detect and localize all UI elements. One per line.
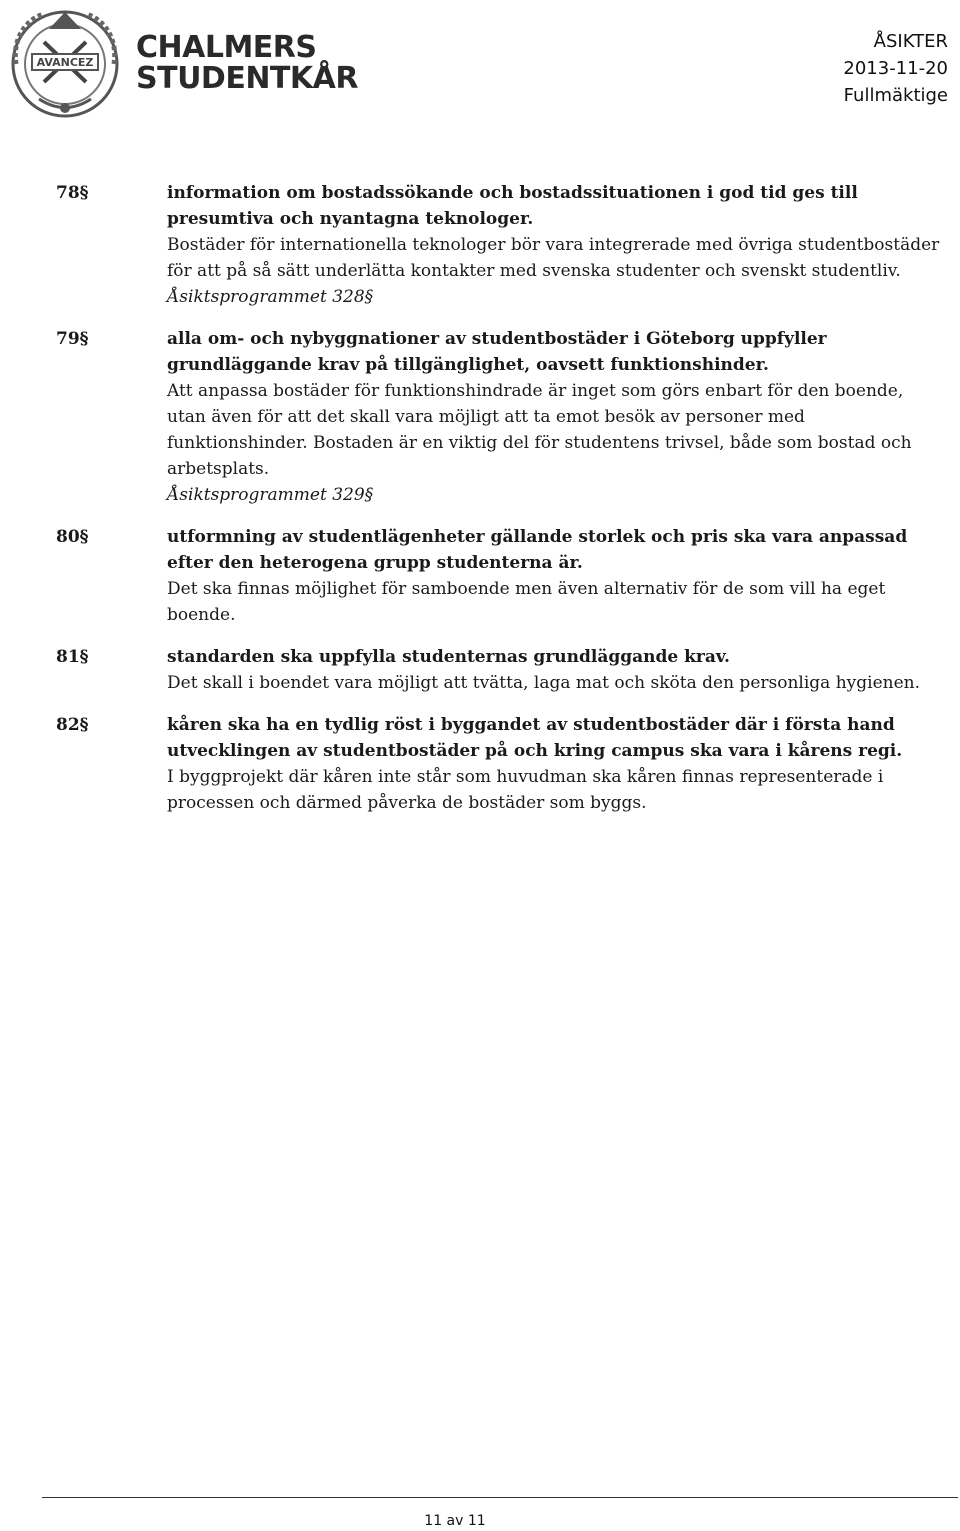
doc-type: ÅSIKTER bbox=[873, 31, 948, 52]
paragraph-number: 82§ bbox=[56, 715, 89, 735]
organization-name bbox=[136, 32, 358, 94]
org-line2: STUDENTKÅR bbox=[136, 61, 358, 96]
paragraph-text: Det ska finnas möjlighet för samboende men även alternativ för de som vill ha eget boende. bbox=[167, 579, 886, 625]
paragraph-item bbox=[0, 524, 960, 628]
page-number: 11 av 11 bbox=[424, 1513, 486, 1529]
paragraph-number: 81§ bbox=[56, 647, 89, 667]
doc-body: Fullmäktige bbox=[843, 85, 948, 106]
paragraph-statement: utformning av studentlägenheter gällande storlek och pris ska vara anpassad efter den heterogena grupp studenterna är. bbox=[167, 527, 908, 573]
paragraph-item bbox=[0, 180, 960, 310]
document-meta bbox=[843, 28, 948, 109]
page-footer bbox=[0, 1513, 960, 1529]
paragraph-statement: standarden ska uppfylla studenternas grundläggande krav. bbox=[167, 647, 730, 667]
paragraph-item bbox=[0, 712, 960, 816]
paragraph-reference: Åsiktsprogrammet 328§ bbox=[167, 287, 374, 307]
paragraph-number: 79§ bbox=[56, 329, 89, 349]
page-header bbox=[0, 0, 960, 130]
paragraph-statement: information om bostadssökande och bostadssituationen i god tid ges till presumtiva och nyantagna teknologer. bbox=[167, 183, 858, 229]
paragraph-reference: Åsiktsprogrammet 329§ bbox=[167, 485, 374, 505]
doc-date: 2013-11-20 bbox=[843, 58, 948, 79]
paragraph-text: I byggprojekt där kåren inte står som huvudman ska kåren finnas representerade i processen och därmed påverka de bostäder som byggs. bbox=[167, 767, 884, 813]
document-content bbox=[0, 180, 960, 832]
paragraph-text: Bostäder för internationella teknologer bör vara integrerade med övriga studentbostäder för att på så sätt underlätta kontakter med svenska studenter och svenskt studentliv. bbox=[167, 235, 940, 281]
paragraph-statement: alla om- och nybyggnationer av studentbostäder i Göteborg uppfyller grundläggande krav på tillgänglighet, oavsett funktionshinder. bbox=[167, 329, 827, 375]
paragraph-statement: kåren ska ha en tydlig röst i byggandet av studentbostäder där i första hand utvecklingen av studentbostäder på och kring campus ska vara i kårens regi. bbox=[167, 715, 903, 761]
paragraph-number: 78§ bbox=[56, 183, 89, 203]
paragraph-number: 80§ bbox=[56, 527, 89, 547]
paragraph-item bbox=[0, 326, 960, 508]
footer-divider bbox=[42, 1497, 958, 1498]
paragraph-text: Det skall i boendet vara möjligt att tvätta, laga mat och sköta den personliga hygienen. bbox=[167, 673, 920, 693]
svg-text:AVANCEZ: AVANCEZ bbox=[36, 56, 94, 69]
chalmers-seal-logo bbox=[4, 4, 126, 122]
paragraph-text: Att anpassa bostäder för funktionshindrade är inget som görs enbart för den boende, utan även för att det skall vara möjligt att ta emot besök av personer med funktionshinder. Bostaden är en viktig del för studentens trivsel, både som bostad och arbetsplats. bbox=[167, 381, 912, 479]
paragraph-item bbox=[0, 644, 960, 696]
org-line1: CHALMERS bbox=[136, 30, 317, 65]
